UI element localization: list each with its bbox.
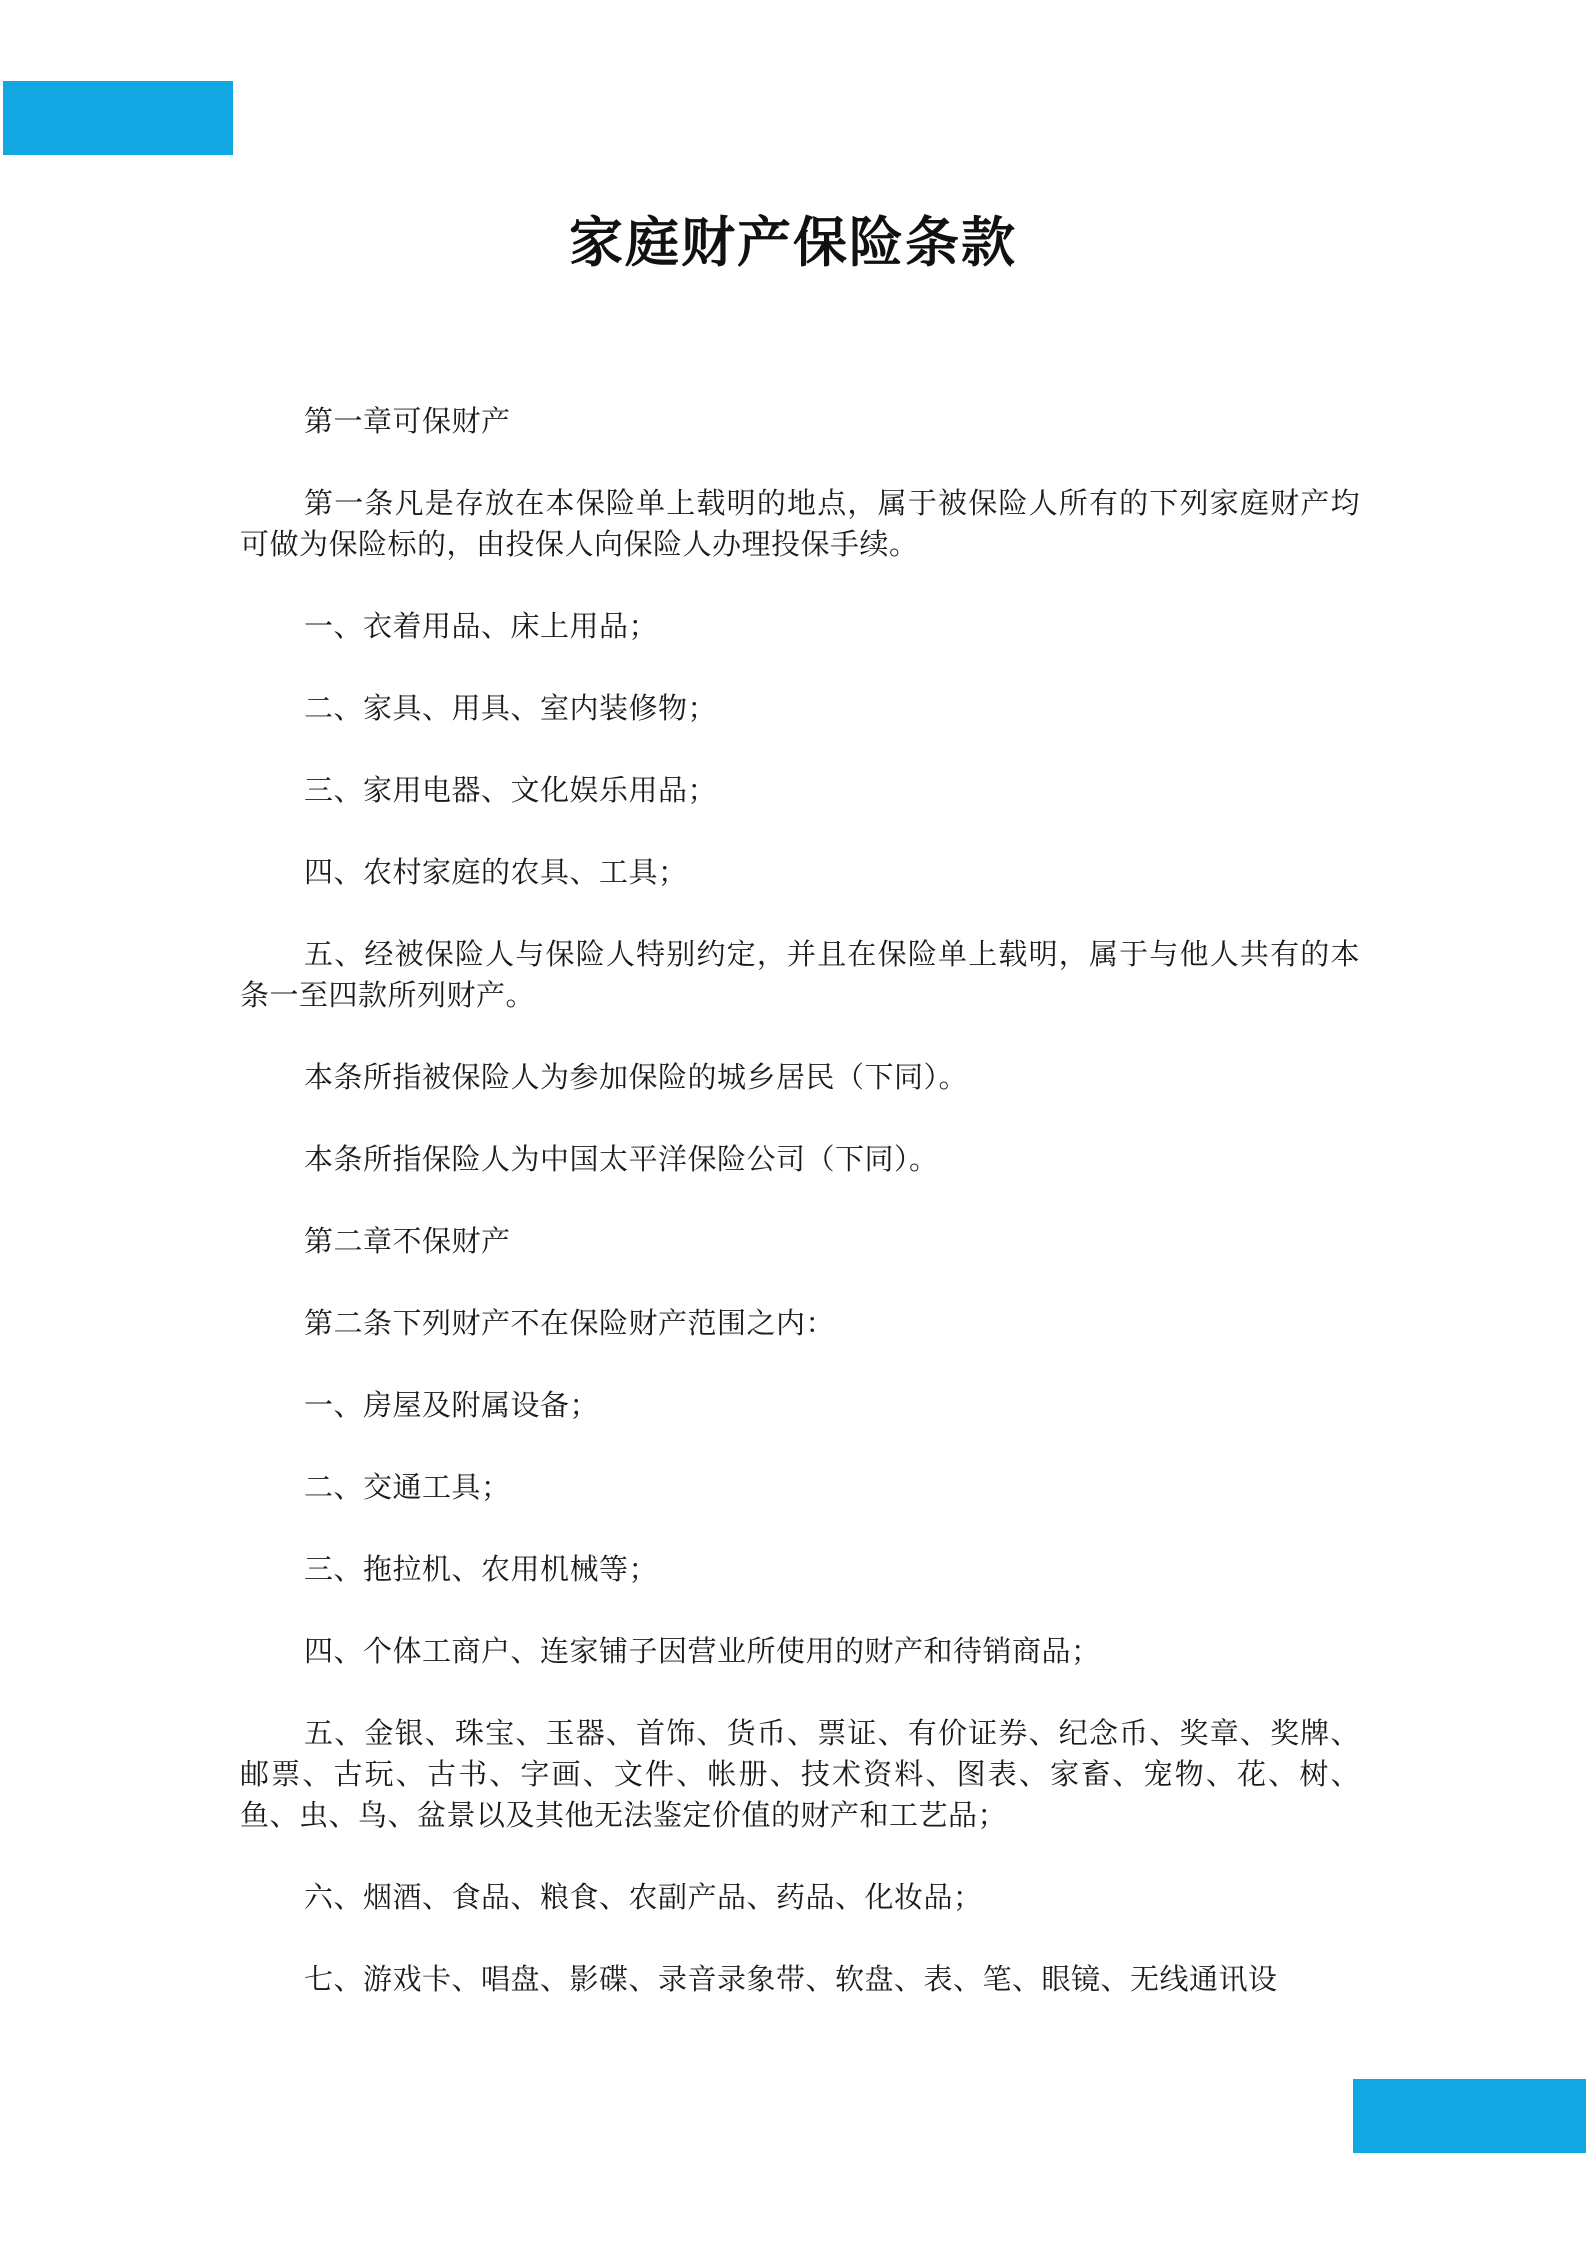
article-1: 第一条凡是存放在本保险单上载明的地点，属于被保险人所有的下列家庭财产均可做为保险标的，由投保人向保险人办理投保手续。	[240, 486, 1360, 561]
article-2-item-4: 四、个体工商户、连家铺子因营业所使用的财产和待销商品；	[304, 1634, 1101, 1668]
article-2-item-5: 五、金银、珠宝、玉器、首饰、货币、票证、有价证券、纪念币、奖章、奖牌、邮票、古玩、古书、字画、文件、帐册、技术资料、图表、家畜、宠物、花、树、鱼、虫、鸟、盆景以及其他无法鉴定价值的财产和工艺品；	[240, 1716, 1360, 1832]
article-1-item-3: 三、家用电器、文化娱乐用品；	[304, 773, 718, 807]
chapter-2-heading: 第二章不保财产	[304, 1224, 511, 1258]
bottom-right-accent-bar	[1353, 2079, 1586, 2153]
article-1-note-insured: 本条所指被保险人为参加保险的城乡居民（下同）。	[304, 1060, 969, 1094]
article-1-item-5: 五、经被保险人与保险人特别约定，并且在保险单上载明，属于与他人共有的本条一至四款所列财产。	[240, 937, 1360, 1012]
article-1-item-2: 二、家具、用具、室内装修物；	[304, 691, 718, 725]
document-title: 家庭财产保险条款	[569, 211, 1017, 274]
article-2-item-6: 六、烟酒、食品、粮食、农副产品、药品、化妆品；	[304, 1880, 983, 1914]
top-left-accent-bar	[3, 81, 233, 155]
article-2-item-7: 七、游戏卡、唱盘、影碟、录音录象带、软盘、表、笔、眼镜、无线通讯设	[304, 1962, 1278, 1996]
chapter-1-heading: 第一章可保财产	[304, 404, 511, 438]
article-2-item-2: 二、交通工具；	[304, 1470, 511, 1504]
article-2: 第二条下列财产不在保险财产范围之内：	[304, 1306, 836, 1340]
document-body	[240, 401, 1360, 2041]
article-2-item-1: 一、房屋及附属设备；	[304, 1388, 600, 1422]
article-1-item-4: 四、农村家庭的农具、工具；	[304, 855, 688, 889]
article-1-note-insurer: 本条所指保险人为中国太平洋保险公司（下同）。	[304, 1142, 939, 1176]
article-2-item-3: 三、拖拉机、农用机械等；	[304, 1552, 659, 1586]
article-1-item-1: 一、衣着用品、床上用品；	[304, 609, 659, 643]
